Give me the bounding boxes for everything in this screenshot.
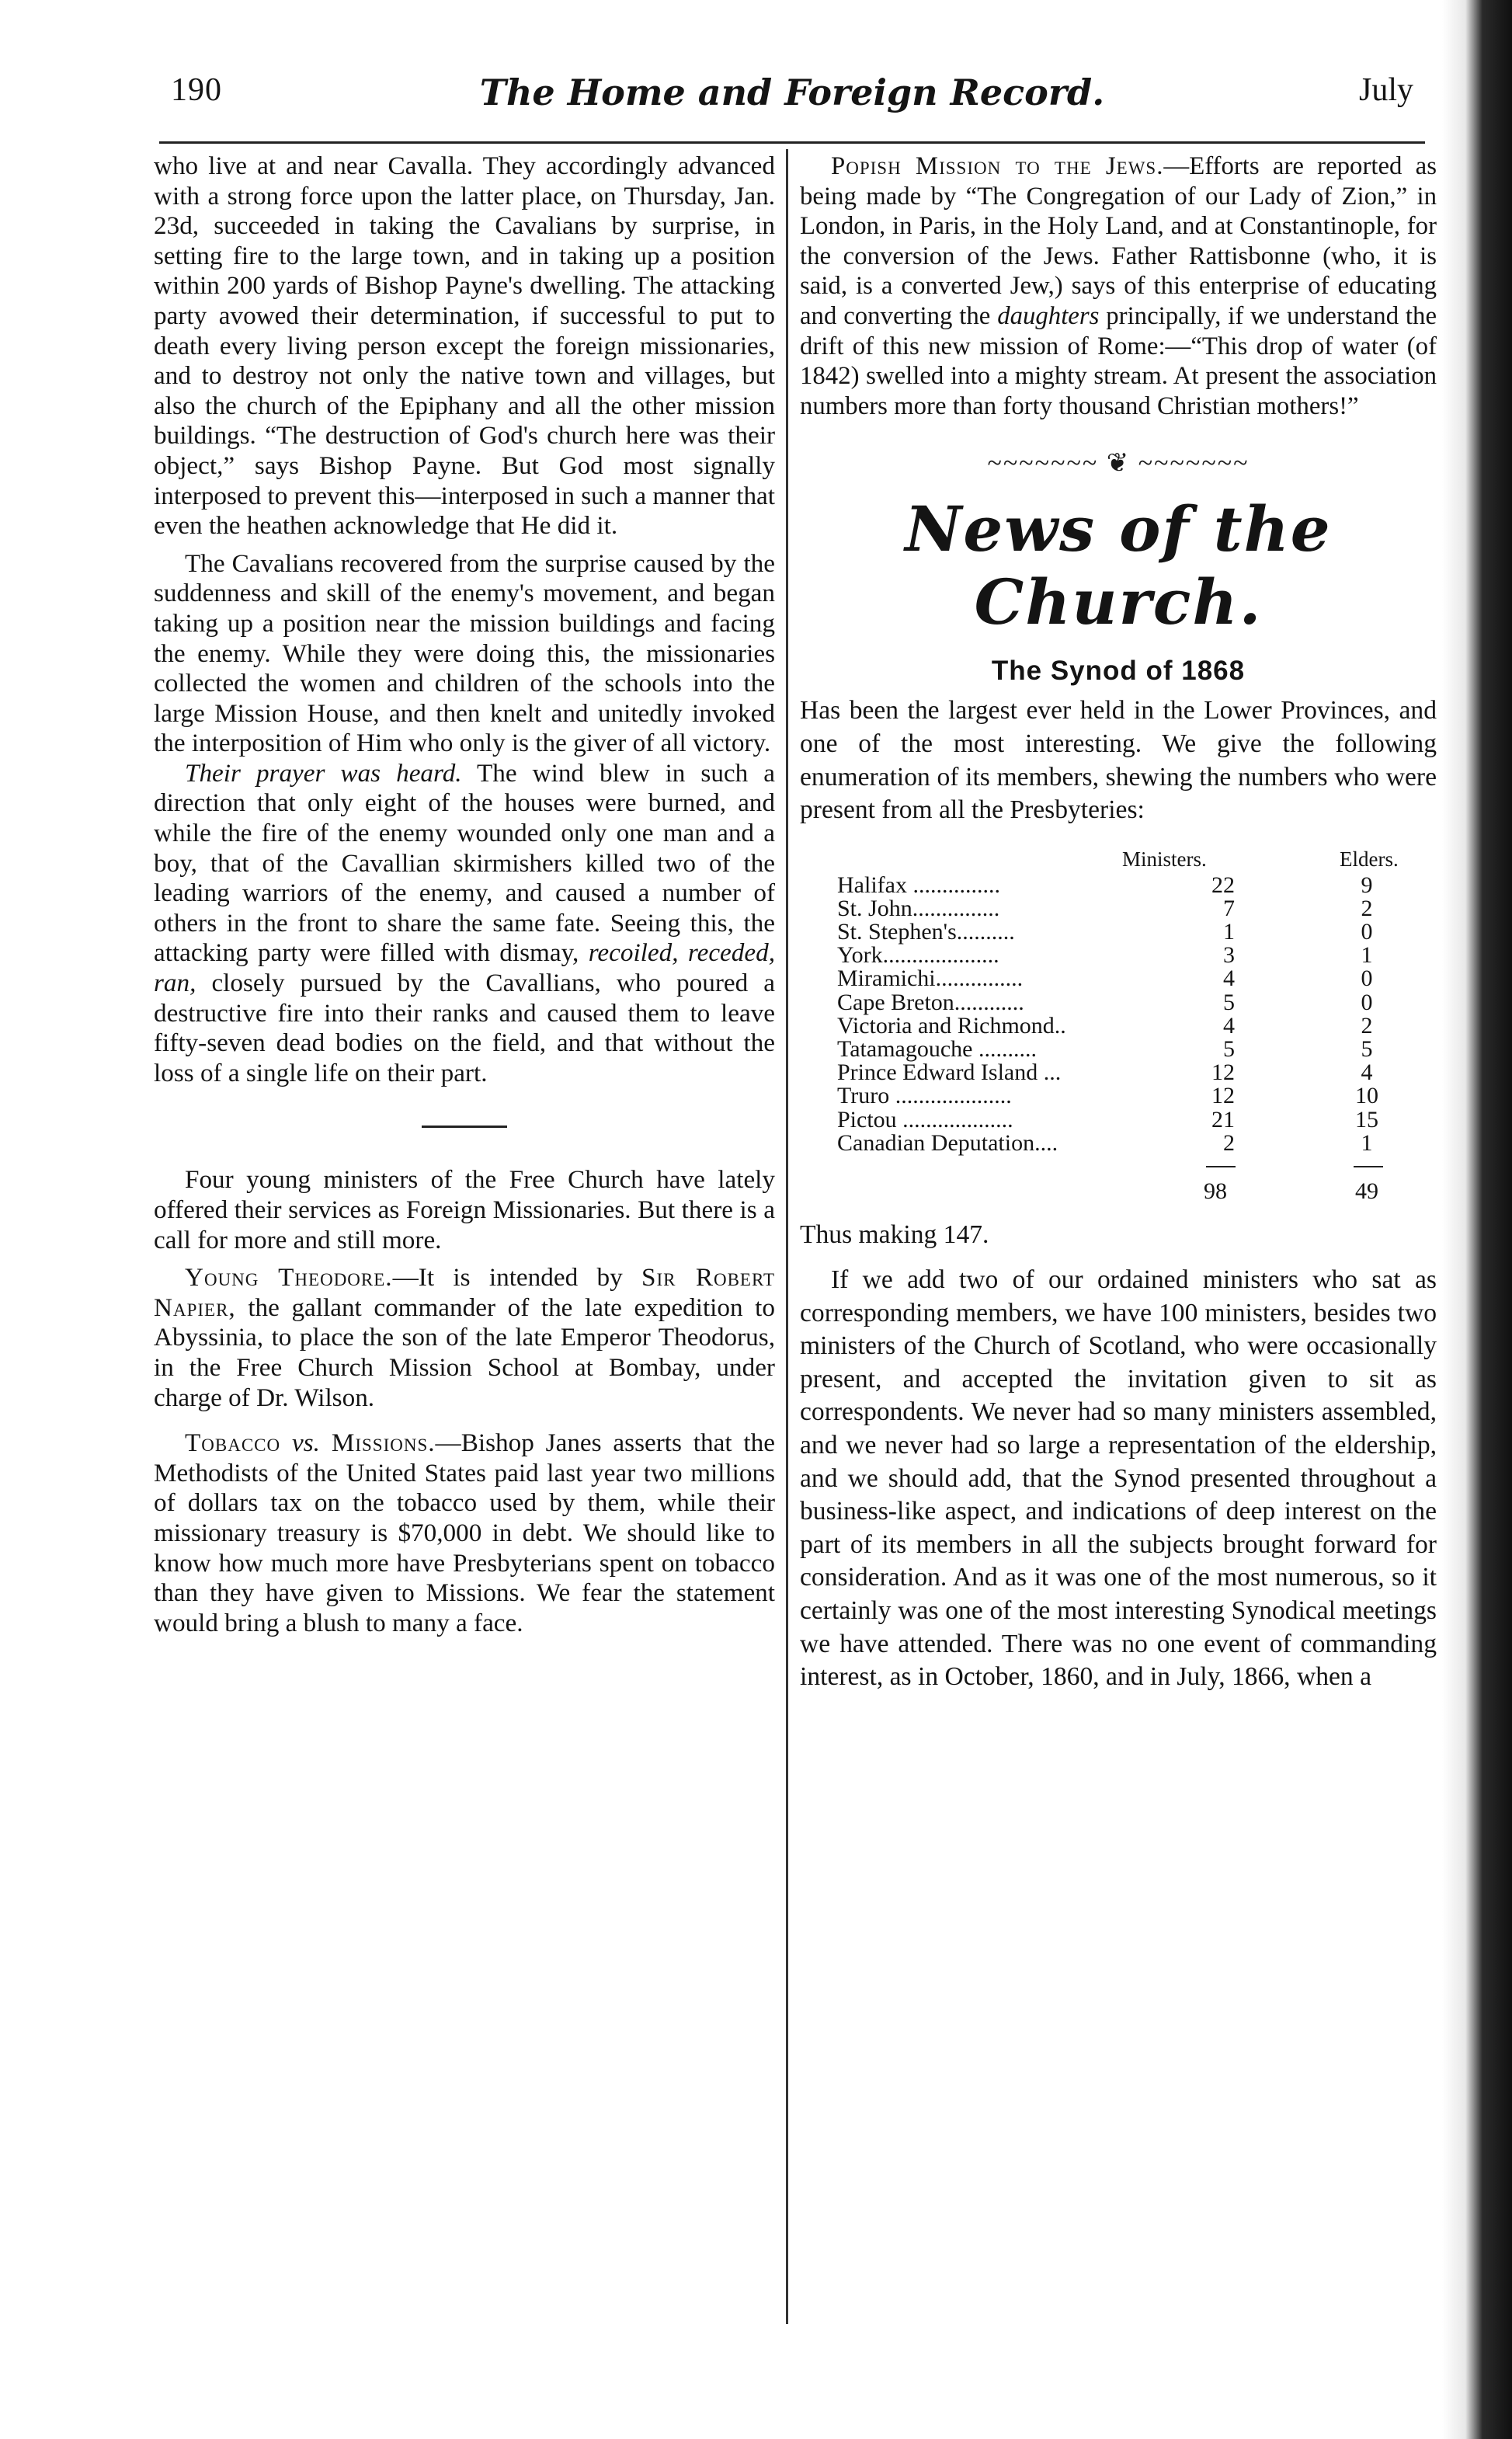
- elders-count: 10: [1355, 1083, 1378, 1109]
- ministers-count: 12: [1211, 1083, 1235, 1109]
- table-row: [800, 967, 1437, 990]
- cavalians-paragraph: The Cavalians recovered from the surprise caused by the suddenness and skill of the enemy's movement, and began taking up a position near the mission buildings and facing the enemy. While they were doing this, the missionaries collected the women and children of the schools into the large Mission House, and then knelt and unitedly invoked the interposition of Him who only is the giver of all victory.: [154, 548, 775, 758]
- ministers-count: 2: [1223, 1129, 1235, 1156]
- popish-mission-heading: Popish Mission to the Jews.: [831, 152, 1164, 180]
- presbytery-name: Victoria and Richmond..: [837, 1012, 1066, 1039]
- ministers-count: 22: [1211, 872, 1235, 898]
- ministers-count: 1: [1223, 919, 1235, 945]
- prayer-text-b: closely pursued by the Cavallians, who poured a destructive fire into their ranks and caused them to leave fifty-seven dead bodies on the field, and that without the loss of a single life on their part.: [154, 969, 775, 1087]
- elders-count: 2: [1361, 895, 1373, 921]
- synod-table-header: [800, 847, 1437, 874]
- news-of-the-church-title: News of the Church.: [905, 492, 1332, 639]
- right-column: [800, 151, 1437, 1694]
- ministers-total: 98: [1204, 1178, 1227, 1204]
- ministers-total-rule: [1206, 1166, 1236, 1167]
- table-row: [800, 1108, 1437, 1132]
- running-header: [171, 71, 1413, 126]
- presbytery-name: St. John...............: [837, 895, 1000, 921]
- prayer-text-a: The wind blew in such a direction that only eight of the houses were burned, and while the fire of the enemy wounded only one man and a boy, that of the Cavallian skirmishers killed two of the leading warriors of the enemy, and caused a number of others in the front to share the same fate. Seeing this, the attacking party were filled with dismay,: [154, 758, 775, 968]
- elders-count: 2: [1361, 1012, 1373, 1039]
- journal-title: The Home and Foreign Record.: [479, 71, 1105, 113]
- table-row: [800, 1061, 1437, 1084]
- issue-month: July: [1358, 72, 1413, 108]
- young-theodore-paragraph: [154, 1263, 775, 1413]
- presbytery-name: Prince Edward Island ...: [837, 1059, 1062, 1086]
- synod-heading: The Synod of 1868: [991, 656, 1246, 687]
- popish-mission-paragraph: [800, 151, 1437, 421]
- recoiled-emphasis: recoiled, receded, ran,: [154, 938, 775, 998]
- table-row: [800, 1084, 1437, 1108]
- elders-column-header: Elders.: [1340, 847, 1399, 871]
- tobacco-vs: vs.: [280, 1428, 332, 1458]
- table-row: [800, 920, 1437, 944]
- elders-count: 15: [1355, 1106, 1378, 1133]
- daughters-emphasis: daughters: [997, 301, 1100, 330]
- young-theodore-heading: Young Theodore.: [185, 1263, 393, 1293]
- elders-count: 1: [1361, 942, 1373, 969]
- table-row: [800, 991, 1437, 1014]
- ministers-count: 21: [1211, 1106, 1235, 1133]
- ministers-count: 5: [1223, 989, 1235, 1015]
- prayer-emphasis: Their prayer was heard.: [185, 758, 462, 788]
- presbytery-name: St. Stephen's..........: [837, 919, 1015, 945]
- presbytery-name: York....................: [837, 942, 999, 969]
- elders-count: 0: [1361, 966, 1373, 992]
- ministers-count: 4: [1223, 966, 1235, 992]
- presbytery-name: Tatamagouche ..........: [837, 1036, 1037, 1063]
- table-row: [800, 1038, 1437, 1061]
- table-row: [800, 944, 1437, 967]
- elders-total-rule: [1354, 1166, 1383, 1167]
- elders-count: 1: [1361, 1129, 1373, 1156]
- free-church-paragraph: Four young ministers of the Free Church have lately offered their services as Foreign Missionaries. But there is a call for more and still more.: [154, 1165, 775, 1254]
- table-row: [800, 1014, 1437, 1038]
- presbytery-name: Cape Breton............: [837, 989, 1024, 1015]
- elders-count: 0: [1361, 919, 1373, 945]
- ministers-count: 3: [1223, 942, 1235, 969]
- tobacco-text: —Bishop Janes asserts that the Methodists of the United States paid last year two millions of dollars tax on the tobacco used by them, while their missionary treasury is $70,000 in debt. We should like to know how much more have Presbyterians spent on tobacco than they have given to Missions. We fear the statement would bring a blush to many a face.: [154, 1428, 775, 1637]
- prayer-paragraph: [154, 759, 775, 1089]
- section-divider: [422, 1126, 507, 1128]
- thus-making: Thus making 147.: [800, 1220, 989, 1249]
- synod-closing-paragraph: If we add two of our ordained ministers who sat as corresponding members, we have 100 ministers, besides two ministers of the Church of Scotland, who were occasionally present, and accepted the invitation given to sit as correspondents. We never had so many ministers assembled, and we never had so large a representation of the eldership, and we should add, that the Synod presented throughout a business-like aspect, and indications of deep interest on the part of its members in all the subjects brought forward for consideration. And as it was one of the most numerous, so it certainly was one of the most interesting Synodical meetings we have attended. There was no one event of commanding interest, as in October, 1860, and in July, 1866, when a: [800, 1265, 1437, 1692]
- presbytery-name: Pictou ...................: [837, 1106, 1013, 1133]
- tobacco-heading: Tobacco: [185, 1428, 281, 1458]
- napier-name: Sir Robert Napier,: [154, 1263, 775, 1322]
- elders-count: 5: [1361, 1036, 1373, 1063]
- ministers-column-header: Ministers.: [1122, 847, 1207, 871]
- elders-count: 9: [1361, 872, 1373, 898]
- elders-total: 49: [1355, 1178, 1378, 1204]
- presbytery-name: Halifax ...............: [837, 872, 1000, 898]
- synod-totals: [800, 1178, 1437, 1205]
- elders-count: 0: [1361, 989, 1373, 1015]
- cavalla-paragraph: who live at and near Cavalla. They accordingly advanced with a strong force upon the latter place, on Thursday, Jan. 23d, succeeded in taking the Cavalians by surprise, in setting fire to the large town, and in taking up a position within 200 yards of Bishop Payne's dwelling. The attacking party avowed their determination, if successful to put to death every living person except the foreign missionaries, and to destroy not only the native town and villages, but also the church of the Epiphany and all the other mission buildings. “The destruction of God's church here was their object,” says Bishop Payne. But God most signally interposed to prevent this—interposed in such a manner that even the heathen acknowledge that He did it.: [154, 151, 775, 541]
- table-row: [800, 874, 1437, 897]
- elders-count: 4: [1361, 1059, 1373, 1086]
- presbytery-name: Truro ....................: [837, 1083, 1012, 1109]
- presbytery-name: Canadian Deputation....: [837, 1129, 1058, 1156]
- page-number: 190: [171, 72, 222, 108]
- ministers-count: 12: [1211, 1059, 1235, 1086]
- tobacco-paragraph: [154, 1428, 775, 1638]
- ministers-count: 7: [1223, 895, 1235, 921]
- synod-intro: Has been the largest ever held in the Lower Provinces, and one of the most interesting. We give the following enumeration of its members, shewing the numbers who were present from all the Presbyteries:: [800, 696, 1437, 825]
- missions-heading: Missions.: [331, 1428, 436, 1458]
- presbytery-name: Miramichi...............: [837, 966, 1024, 992]
- header-rule: [159, 141, 1425, 144]
- ornamental-divider: ~~~~~~~ ❦ ~~~~~~~: [987, 449, 1250, 478]
- left-column: [154, 151, 775, 1638]
- column-divider: [786, 149, 788, 2324]
- total-rules: [800, 1155, 1437, 1178]
- theodore-text-a: —It is intended by: [392, 1263, 642, 1293]
- popish-text-b: principally, if we understand the drift of this new mission of Rome:—“This drop of water (of 1842) swelled into a mighty stream. At present the association numbers more than forty thousand Christian mothers!”: [800, 301, 1437, 420]
- theodore-text-b: the gallant commander of the late expedition to Abyssinia, to place the son of the late Emperor Theodorus, in the Free Church Mission School at Bombay, under charge of Dr. Wilson.: [154, 1293, 775, 1412]
- popish-text-a: —Efforts are reported as being made by “The Congregation of our Lady of Zion,” in London, in Paris, in the Holy Land, and at Constantinople, for the conversion of the Jews. Father Rattisbonne (who, it is said, is a converted Jew,) says of this enterprise of educating and converting the: [800, 152, 1437, 330]
- ministers-count: 4: [1223, 1012, 1235, 1039]
- synod-table-body: [800, 874, 1437, 1155]
- scan-page-edge: [1442, 0, 1512, 2439]
- ministers-count: 5: [1223, 1036, 1235, 1063]
- table-row: [800, 1129, 1437, 1156]
- table-row: [800, 897, 1437, 920]
